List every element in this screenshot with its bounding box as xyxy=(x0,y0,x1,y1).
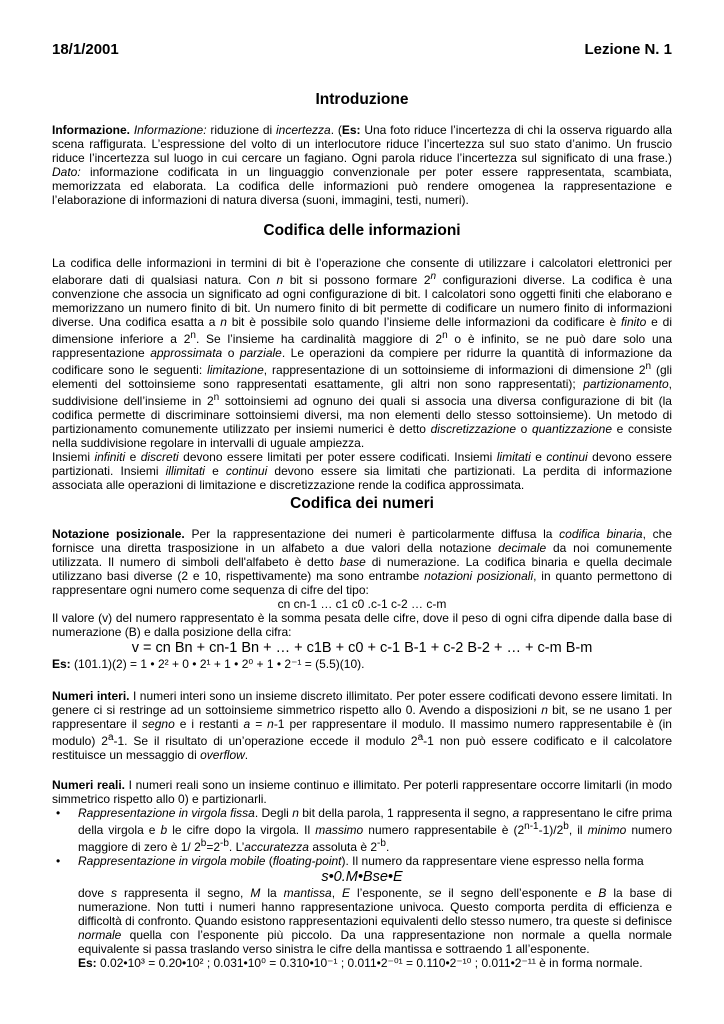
positional-value-formula: v = cn Bn + cn-1 Bn + … + c1B + c0 + c-1 B-1 + c-2 B-2 + … + c-m B-m xyxy=(131,640,593,656)
page-header xyxy=(52,41,672,58)
digit-sequence-formula: cn cn-1 … c1 c0 .c-1 c-2 … c-m xyxy=(277,597,447,611)
list-item-virgola-mobile: • Rappresentazione in virgola mobile (floating-point). Il numero da rappresentare viene espresso nella forma xyxy=(52,854,672,868)
numeri-reali-section: Numeri reali. I numeri reali sono un insieme continuo e illimitato. Per poterli rappresentare occorre limitarli (in modo simmetrico rispetto allo 0) e partizionarli. • Rappresentazione in virgola fissa. Degli n bit della parola, 1 rappresenta il segno, a rappresentano le cifre prima della virgola e b le cifre dopo la virgola. Il massimo numero rappresentabile è (2$^{n-1}$-1)/2$^b$, il minimo numero maggiore di zero è 1/ $2^b=2^{-b}$. L’accuratezza assoluta è $2^{-b}$. • Rappresentazione in virgola mobile (floating-point). Il numero da rappresentare viene espresso nella forma s•0.M•Bse•E dove s rappresenta il segno, M la mantissa, E l’esponente, se il segno dell’esponente e B la base di numerazione. Non tutti i numeri hanno rappresentazione univoca. Questo comporta perdita di efficienza e difficoltà di confronto. Quando esistono rappresentazioni equivalenti dello stesso numero, tra queste si definisce normale quella con l’esponente più piccolo. Da una rappresentazione non normale a quella normale equivalente si passa traslando verso sinistra le cifre della mantissa e sottraendo 1 all’esponente. Es: 0.02•10³ = 0.20•10² ; 0.031•10⁰ = 0.310•10⁻¹ ; 0.011•2⁻⁰¹ = 0.110•2⁻¹⁰ ; 0.011•2⁻¹¹ è in forma normale. xyxy=(52,778,672,970)
section-title-codifica-numeri: Codifica dei numeri xyxy=(290,495,434,512)
list-item-virgola-fissa: • Rappresentazione in virgola fissa. Degli n bit della parola, 1 rappresenta il segno, a rappresentano le cifre prima della virgola e b le cifre dopo la virgola. Il massimo numero rappresentabile è (2$^{n-1}$-1)/2$^b$, il minimo numero maggiore di zero è 1/ $2^b=2^{-b}$. L’accuratezza assoluta è $2^{-b}$. xyxy=(52,806,672,854)
section-title-introduzione: Introduzione xyxy=(315,91,409,108)
section-title-codifica-informazioni: Codifica delle informazioni xyxy=(263,222,461,239)
floating-point-formula: s•0.M•Bse•E xyxy=(321,869,403,885)
codifica-informazioni-paragraph: La codifica delle informazioni in termini di bit è l’operazione che consente di utilizzare i calcolatori elettronici per elaborare dati di qualsiasi natura. Con n bit si possono formare 2$^n$ configurazioni diverse. La codifica è una convenzione che associa un significato ad ogni configurazione di bit. I calcolatori sono oggetti finiti che elaborano e memorizzano un numero finito di bit. Un numero finito di bit permette di codificare un numero finito di informazioni diverse. Una codifica esatta a n bit è possibile solo quando l’insieme delle informazioni da codificare è finito e di dimensione inferiore a 2$^n$. Se l’insieme ha cardinalità maggiore di 2$^n$ o è infinito, se ne può dare solo una rappresentazione approssimata o parziale. Le operazioni da compiere per ridurre la quantità di informazione da codificare sono le seguenti: limitazione, rappresentazione di un sottoinsieme di informazioni di dimensione 2$^n$ (gli elementi del sottoinsieme sono rappresentati esattamente, gli altri non sono rappresentati); partizionamento, suddivisione dell’insieme in 2$^n$ sottoinsiemi ad ognuno dei quali si associa una diversa configurazione di bit (la codifica permette di discriminare sottoinsiemi diversi, ma non elementi dello stesso sottoinsieme). Un metodo di partizionamento comunemente utilizzato per insiemi numerici è detto discretizzazione o quantizzazione e consiste nella suddivisione regolare in intervalli di uguale ampiezza. Insiemi infiniti e discreti devono essere limitati per poter essere codificati. Insiemi limitati e continui devono essere partizionati. Insiemi illimitati e continui devono essere sia limitati che partizionati. La perdita di informazione associata alle operazioni di limitazione e discretizzazione rende la codifica approssimata. xyxy=(52,256,672,492)
lecture-number: Lezione N. 1 xyxy=(584,41,672,58)
notazione-posizionale-paragraph: Notazione posizionale. Per la rappresentazione dei numeri è particolarmente diffusa la codifica binaria, che fornisce una diretta trasposizione in un alfabeto a due valori della notazione decimale da noi comunemente utilizzata. Il numero di simboli dell'alfabeto è detto base di numerazione. La codifica binaria e quella decimale utilizzano basi diverse (2 e 10, rispettivamente) ma sono entrambe notazioni posizionali, in quanto permettono di rappresentare ogni numero come sequenza di cifre del tipo: cn cn-1 … c1 c0 .c-1 c-2 … c-m Il valore (v) del numero rappresentato è la somma pesata delle cifre, dove il peso di ogni cifra dipende dalla base di numerazione (B) e dalla posizione della cifra: v = cn Bn + cn-1 Bn + … + c1B + c0 + c-1 B-1 + c-2 B-2 + … + c-m B-m Es: (101.1)(2) = 1 • 2² + 0 • 2¹ + 1 • 2⁰ + 1 • 2⁻¹ = (5.5)(10). xyxy=(52,527,673,671)
lecture-date: 18/1/2001 xyxy=(52,41,119,58)
numeri-interi-paragraph: Numeri interi. I numeri interi sono un insieme discreto illimitato. Per poter essere codificati devono essere limitati. In genere ci si restringe ad un sottoinsieme simmetrico rispetto allo 0. Avendo a disposizioni n bit, se ne usano 1 per rappresentare il segno e i restanti a = n-1 per rappresentare il modulo. Il massimo numero rappresentabile è (in modulo) 2$^a$-1. Se il risultato di un’operazione eccede il modulo 2$^a$-1 non può essere codificato e il calcolatore restituisce un messaggio di overflow. xyxy=(52,689,673,762)
intro-paragraph: Informazione. Informazione: riduzione di incertezza. (Es: Una foto riduce l’incertezza di chi la osserva riguardo alla scena raffigurata. L’espressione del volto di un interlocutore riduce l’incertezza sul suo stato d’animo. Un fruscio riduce l’incertezza sul luogo in cui cercare un fagiano. Ogni parola riduce l’incertezza sul significato di una frase.) Dato: informazione codificata in un linguaggio convenzionale per poter essere rappresentata, scambiata, memorizzata ed elaborata. La codifica delle informazioni può rendere omogenea la rappresentazione e l’elaborazione di informazioni di natura diversa (suoni, immagini, testi, numeri). xyxy=(52,123,673,207)
